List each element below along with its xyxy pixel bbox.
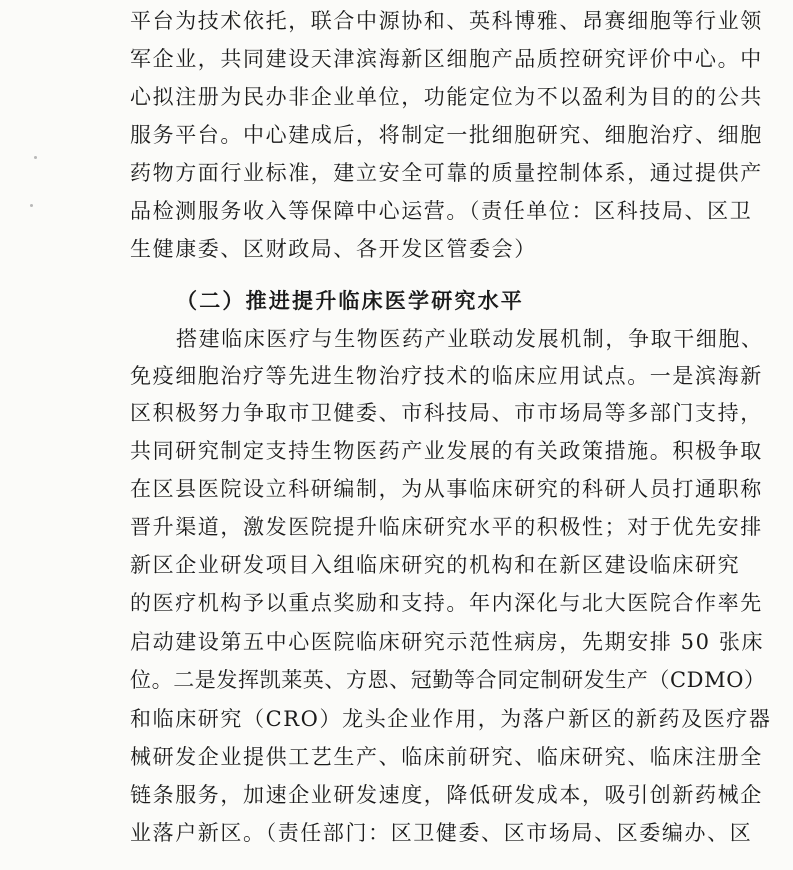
- text-line-7: 生健康委、区财政局、各开发区管委会）: [130, 237, 537, 261]
- text-line-15: 新区企业研发项目入组临床研究的机构和在新区建设临床研究: [130, 553, 741, 577]
- text-line-17: 启动建设第五中心医院临床研究示范性病房，先期安排 50 张床: [130, 630, 765, 654]
- text-line-3: 心拟注册为民办非企业单位，功能定位为不以盈利为目的的公共: [130, 85, 763, 109]
- text-line-16: 的医疗机构予以重点奖励和支持。年内深化与北大医院合作率先: [130, 591, 763, 615]
- scan-speck: [30, 204, 33, 207]
- text-line-5: 药物方面行业标准，建立安全可靠的质量控制体系，通过提供产: [130, 161, 763, 185]
- scan-speck: [34, 156, 37, 159]
- text-line-19: 和临床研究（CRO）龙头企业作用，为落户新区的新药及医疗器: [130, 707, 772, 731]
- text-line-4: 服务平台。中心建成后，将制定一批细胞研究、细胞治疗、细胞: [130, 123, 763, 147]
- text-line-18: 位。二是发挥凯莱英、方恩、冠勤等合同定制研发生产（CDMO）: [130, 668, 766, 692]
- text-line-13: 在区县医院设立科研编制，为从事临床研究的科研人员打通职称: [130, 477, 763, 501]
- text-line-12: 共同研究制定支持生物医药产业发展的有关政策措施。积极争取: [130, 439, 763, 463]
- text-line-21: 链条服务，加速企业研发速度，降低研发成本，吸引创新药械企: [130, 783, 763, 807]
- text-line-20: 械研发企业提供工艺生产、临床前研究、临床研究、临床注册全: [130, 745, 763, 769]
- text-line-14: 晋升渠道，激发医院提升临床研究水平的积极性；对于优先安排: [130, 515, 763, 539]
- text-line-10: 免疫细胞治疗等先进生物治疗技术的临床应用试点。一是滨海新: [130, 364, 763, 388]
- section-heading: （二）推进提升临床医学研究水平: [176, 289, 524, 313]
- text-line-1: 平台为技术依托，联合中源协和、英科博雅、昂赛细胞等行业领: [130, 9, 763, 33]
- text-line-9: 搭建临床医疗与生物医药产业联动发展机制，争取干细胞、: [176, 327, 764, 351]
- text-line-2: 军企业，共同建设天津滨海新区细胞产品质控研究评价中心。中: [130, 47, 763, 71]
- text-line-6: 品检测服务收入等保障中心运营。（责任单位：区科技局、区卫: [130, 199, 753, 223]
- text-line-11: 区积极努力争取市卫健委、市科技局、市市场局等多部门支持，: [130, 401, 763, 425]
- text-line-22: 业落户新区。（责任部门：区卫健委、区市场局、区委编办、区: [130, 821, 753, 845]
